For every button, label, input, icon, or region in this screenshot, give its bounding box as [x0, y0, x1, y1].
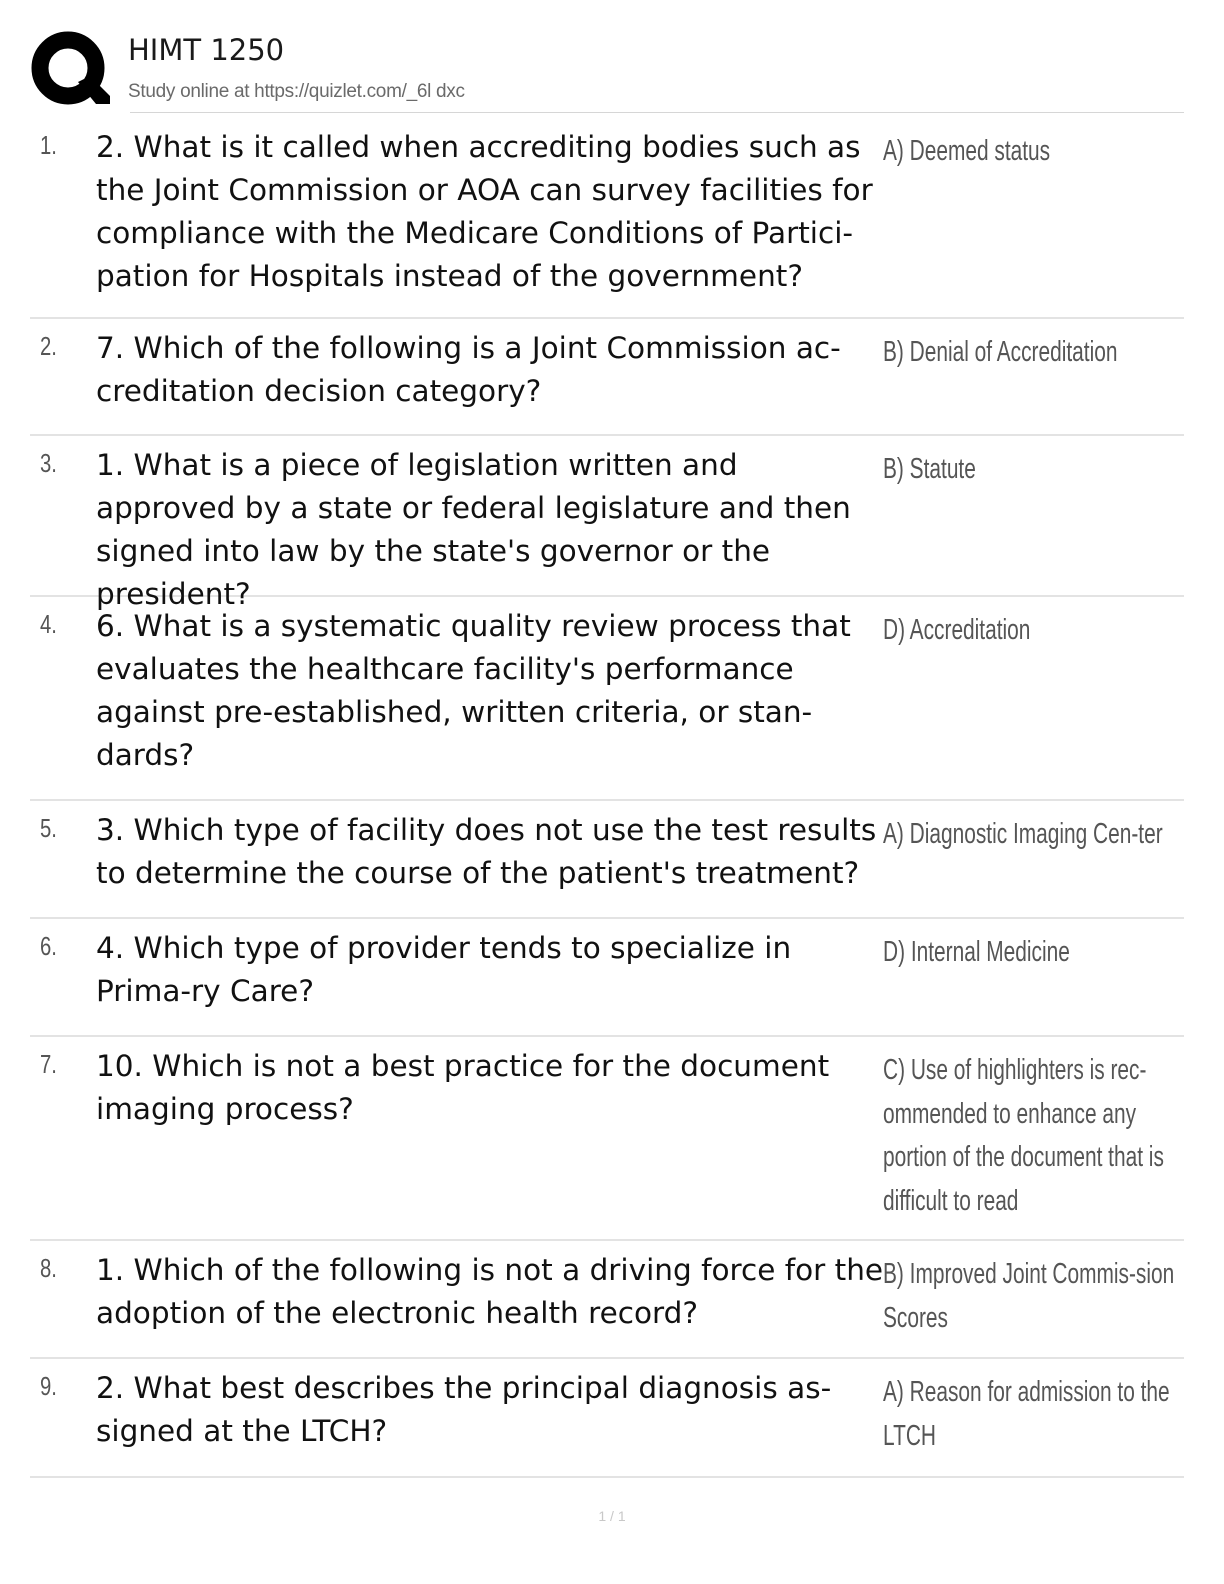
flashcard-row: [30, 1359, 1184, 1478]
card-number: 6.: [40, 931, 57, 961]
card-answer: C) Use of highlighters is rec-ommended to enhance any portion of the document that is difficult to read: [883, 1054, 1164, 1217]
card-number: 4.: [40, 609, 57, 639]
study-online-link[interactable]: Study online at https://quizlet.com/_6l dxc: [128, 81, 465, 102]
card-number: 5.: [40, 813, 57, 843]
card-number: 3.: [40, 448, 57, 478]
card-question: 7. Which of the following is a Joint Commission ac-creditation decision category?: [96, 331, 841, 408]
card-number: 1.: [40, 130, 57, 160]
card-number: 9.: [40, 1371, 57, 1401]
flashcard-row: [30, 319, 1184, 436]
flashcard-row: [30, 436, 1184, 611]
flashcard-row: [30, 597, 1184, 801]
card-question: 4. Which type of provider tends to specialize in Prima-ry Care?: [96, 931, 792, 1008]
card-question: 3. Which type of facility does not use the test results to determine the course of the patient's treatment?: [96, 813, 877, 890]
deck-title: HIMT 1250: [128, 33, 285, 67]
card-answer: A) Reason for admission to the LTCH: [883, 1376, 1170, 1452]
card-answer: B) Denial of Accreditation: [883, 336, 1118, 368]
card-question: 6. What is a systematic quality review process that evaluates the healthcare facility's performance against pre-established, written criteria, or stan-dards?: [96, 609, 851, 772]
card-question: 1. What is a piece of legislation written and approved by a state or federal legislature and then signed into law by the state's governor or the president?: [96, 448, 851, 611]
quizlet-logo-icon: [30, 30, 110, 110]
card-number: 2.: [40, 331, 57, 361]
card-answer: A) Deemed status: [883, 135, 1051, 167]
card-number: 8.: [40, 1253, 57, 1283]
card-question: 2. What best describes the principal diagnosis as-signed at the LTCH?: [96, 1371, 832, 1448]
card-answer: D) Accreditation: [883, 614, 1031, 646]
card-question: 1. Which of the following is not a driving force for the adoption of the electronic health record?: [96, 1253, 884, 1330]
card-question: 2. What is it called when accrediting bodies such as the Joint Commission or AOA can survey facilities for compliance with the Medicare Conditions of Partici-pation for Hospitals instead of the government?: [96, 130, 873, 293]
flashcard-row: [30, 1037, 1184, 1241]
flashcard-row: [30, 1241, 1184, 1359]
header-divider: [130, 112, 1184, 113]
flashcard-row: [30, 118, 1184, 319]
page-header: [30, 28, 1184, 112]
card-answer: B) Improved Joint Commis-sion Scores: [883, 1258, 1175, 1334]
card-answer: A) Diagnostic Imaging Cen-ter: [883, 818, 1163, 850]
card-answer: D) Internal Medicine: [883, 936, 1070, 968]
flashcard-row: [30, 801, 1184, 919]
card-answer: B) Statute: [883, 453, 976, 485]
card-number: 7.: [40, 1049, 57, 1079]
flashcard-row: [30, 919, 1184, 1037]
card-question: 10. Which is not a best practice for the document imaging process?: [96, 1049, 830, 1126]
page-number: 1 / 1: [598, 1508, 626, 1524]
